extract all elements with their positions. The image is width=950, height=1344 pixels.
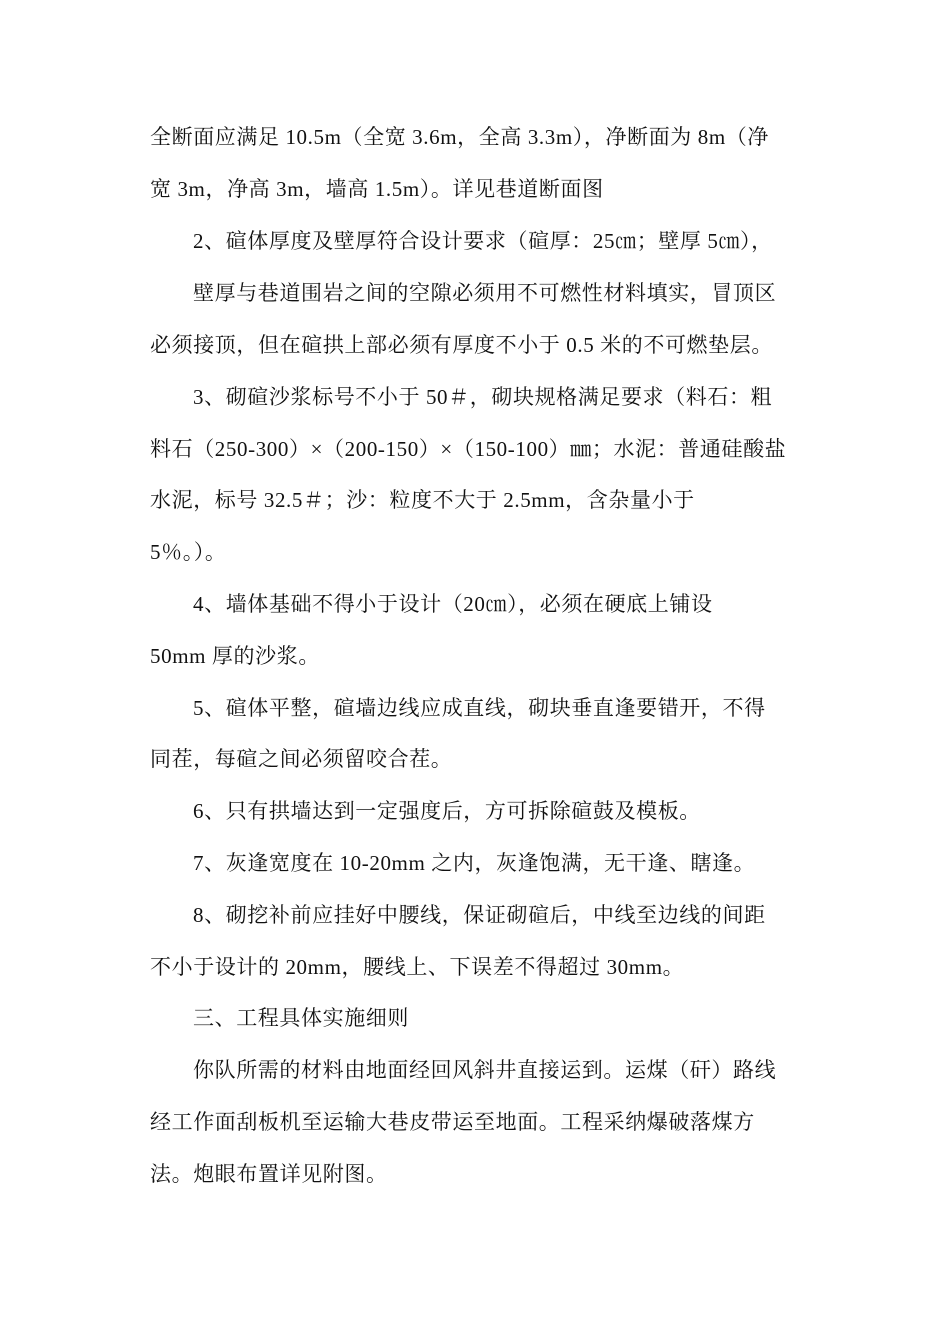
section-heading: 三、工程具体实施细则 (193, 1006, 409, 1030)
text-line: 不小于设计的 20mm，腰线上、下误差不得超过 30mm。 (150, 955, 685, 979)
text-line: 你队所需的材料由地面经回风斜井直接运到。运煤（矸）路线 (193, 1058, 777, 1082)
paragraph-item-2: 2、碹体厚度及壁厚符合设计要求（碹厚：25㎝；壁厚 5㎝）， (193, 229, 773, 253)
paragraph-item-6: 6、只有拱墙达到一定强度后，方可拆除碹鼓及模板。 (193, 799, 701, 823)
paragraph-item-8: 8、砌挖补前应挂好中腰线，保证砌碹后，中线至边线的间距 (193, 903, 766, 927)
text-line: 水泥，标号 32.5＃；沙：粒度不大于 2.5mm，含杂量小于 (150, 488, 695, 512)
paragraph-item-7: 7、灰逢宽度在 10-20mm 之内，灰逢饱满，无干逢、瞎逢。 (193, 851, 756, 875)
text-line: 全断面应满足 10.5m（全宽 3.6m，全高 3.3m），净断面为 8m（净 (150, 125, 769, 149)
text-line: 同茬，每碹之间必须留咬合茬。 (150, 747, 453, 771)
paragraph-item-4: 4、墙体基础不得小于设计（20㎝），必须在硬底上铺设 (193, 592, 713, 616)
paragraph-item-5: 5、碹体平整，碹墙边线应成直线，砌块垂直逢要错开，不得 (193, 696, 766, 720)
text-line: 料石（250-300）×（200-150）×（150-100）㎜；水泥：普通硅酸盐 (150, 437, 787, 461)
text-line: 壁厚与巷道围岩之间的空隙必须用不可燃性材料填实，冒顶区 (193, 281, 777, 305)
paragraph-item-3: 3、砌碹沙浆标号不小于 50＃，砌块规格满足要求（料石：粗 (193, 385, 773, 409)
text-line: 必须接顶，但在碹拱上部必须有厚度不小于 0.5 米的不可燃垫层。 (150, 333, 773, 357)
text-line: 经工作面刮板机至运输大巷皮带运至地面。工程采纳爆破落煤方 (150, 1110, 755, 1134)
text-line: 法。炮眼布置详见附图。 (150, 1162, 388, 1186)
text-line: 5％。）。 (150, 540, 227, 564)
text-line: 宽 3m，净高 3m，墙高 1.5m）。详见巷道断面图 (150, 177, 604, 201)
text-line: 50mm 厚的沙浆。 (150, 644, 320, 668)
